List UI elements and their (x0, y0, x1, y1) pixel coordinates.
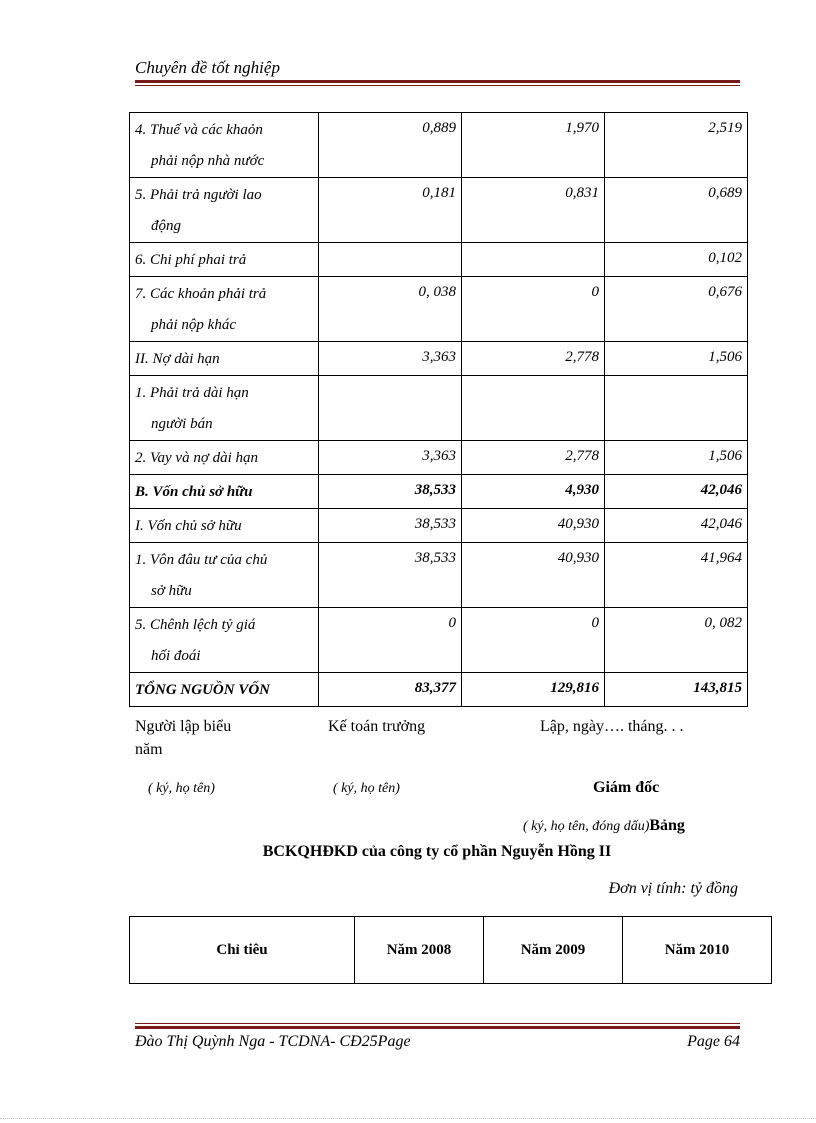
value-2010: 2,519 (605, 113, 748, 178)
header-2010: Năm 2010 (623, 917, 772, 984)
row-label (130, 178, 319, 243)
value-2009: 129,816 (462, 673, 605, 707)
table-row (130, 475, 748, 509)
row-label-line2: phải nộp khác (151, 317, 236, 333)
preparer-label: Người lập biểu (135, 718, 232, 735)
footer-page-number: Page 64 (687, 1033, 740, 1050)
value-2009 (462, 376, 605, 441)
value-2009: 4,930 (462, 475, 605, 509)
value-2010: 143,815 (605, 673, 748, 707)
value-2008 (319, 243, 462, 277)
director-sign-line (523, 817, 685, 835)
row-label (130, 113, 319, 178)
value-2009: 0 (462, 608, 605, 673)
value-2010: 1,506 (605, 441, 748, 475)
table-row (130, 608, 748, 673)
value-2009: 1,970 (462, 113, 605, 178)
value-2010: 1,506 (605, 342, 748, 376)
value-2010: 41,964 (605, 543, 748, 608)
date-line: Lập, ngày…. tháng. . . (540, 718, 684, 735)
director-label: Giám đốc (593, 779, 660, 796)
footer-rule-thin (135, 1023, 740, 1024)
value-2009: 2,778 (462, 342, 605, 376)
row-label-line2: sở hữu (151, 583, 192, 599)
row-label-line1: 6. Chi phí phai trả (135, 252, 247, 268)
value-2010: 0, 082 (605, 608, 748, 673)
value-2009: 0 (462, 277, 605, 342)
value-2008 (319, 376, 462, 441)
row-label-line1: 7. Các khoản phải trả (135, 286, 267, 302)
page-header-title: Chuyên đề tốt nghiệp (135, 58, 280, 77)
value-2008: 38,533 (319, 509, 462, 543)
row-label (130, 441, 319, 475)
report-title: BCKQHĐKD của công ty cổ phần Nguyễn Hồng II (262, 843, 612, 860)
row-label-line1: 5. Chênh lệch tỷ giá (135, 617, 256, 633)
row-label-line2: động (151, 218, 181, 234)
footer-author: Đào Thị Quỳnh Nga - TCDNA- CĐ25Page (135, 1033, 411, 1050)
header-criteria: Chỉ tiêu (130, 917, 355, 984)
table-row (130, 376, 748, 441)
row-label (130, 376, 319, 441)
header-rule (135, 80, 740, 83)
footer-rule (135, 1026, 740, 1029)
value-2008: 0,889 (319, 113, 462, 178)
value-2009: 40,930 (462, 509, 605, 543)
value-2010: 0,676 (605, 277, 748, 342)
table-row (130, 673, 748, 707)
value-2010 (605, 376, 748, 441)
row-label (130, 543, 319, 608)
table-row (130, 178, 748, 243)
chief-accountant-label: Kế toán trưởng (328, 718, 426, 735)
table-row (130, 509, 748, 543)
row-label-line1: 4. Thuế và các khaỏn (135, 122, 263, 138)
value-2008: 0,181 (319, 178, 462, 243)
row-label-line2: người bán (151, 416, 213, 432)
table-row (130, 342, 748, 376)
value-2009: 40,930 (462, 543, 605, 608)
value-2010: 42,046 (605, 509, 748, 543)
page-bottom-edge (0, 1118, 816, 1119)
row-label-line1: I. Vốn chủ sở hữu (135, 518, 242, 534)
row-label (130, 243, 319, 277)
table-row (130, 113, 748, 178)
row-label-line1: 2. Vay và nợ dài hạn (135, 450, 258, 466)
value-2009: 0,831 (462, 178, 605, 243)
row-label-line2: phải nộp nhà nước (151, 153, 265, 169)
header-2009: Năm 2009 (484, 917, 623, 984)
row-label-line1: 1. Vôn đâu tư của chủ (135, 552, 268, 568)
row-label (130, 277, 319, 342)
value-2009: 2,778 (462, 441, 605, 475)
year-word: năm (135, 741, 163, 758)
income-statement-header-table (129, 916, 772, 984)
value-2008: 3,363 (319, 342, 462, 376)
table-row (130, 277, 748, 342)
value-2008: 83,377 (319, 673, 462, 707)
table-word: Bảng (649, 817, 685, 834)
row-label-line1: II. Nợ dài hạn (135, 351, 220, 367)
value-2008: 0 (319, 608, 462, 673)
value-2008: 38,533 (319, 475, 462, 509)
value-2010: 0,102 (605, 243, 748, 277)
row-label-line1: 1. Phải trả dài hạn (135, 385, 249, 401)
row-label (130, 509, 319, 543)
row-label-line1: TỔNG NGUỒN VỐN (135, 682, 270, 698)
value-2010: 42,046 (605, 475, 748, 509)
value-2008: 0, 038 (319, 277, 462, 342)
row-label (130, 673, 319, 707)
row-label-line1: B. Vốn chủ sở hữu (135, 484, 253, 500)
header-rule-thin (135, 85, 740, 86)
row-label-line2: hối đoái (151, 648, 201, 664)
preparer-sign-note: ( ký, họ tên) (148, 781, 215, 796)
row-label-line1: 5. Phải trả người lao (135, 187, 262, 203)
value-2009 (462, 243, 605, 277)
accountant-sign-note: ( ký, họ tên) (333, 781, 400, 796)
row-label (130, 608, 319, 673)
value-2008: 38,533 (319, 543, 462, 608)
balance-sheet-table (129, 112, 748, 707)
director-sign-note: ( ký, họ tên, đóng dấu) (523, 819, 650, 834)
row-label (130, 342, 319, 376)
value-2008: 3,363 (319, 441, 462, 475)
value-2010: 0,689 (605, 178, 748, 243)
table-row (130, 243, 748, 277)
unit-label: Đơn vị tính: tỷ đồng (608, 880, 738, 897)
header-2008: Năm 2008 (355, 917, 484, 984)
table-row (130, 543, 748, 608)
row-label (130, 475, 319, 509)
table-row (130, 441, 748, 475)
